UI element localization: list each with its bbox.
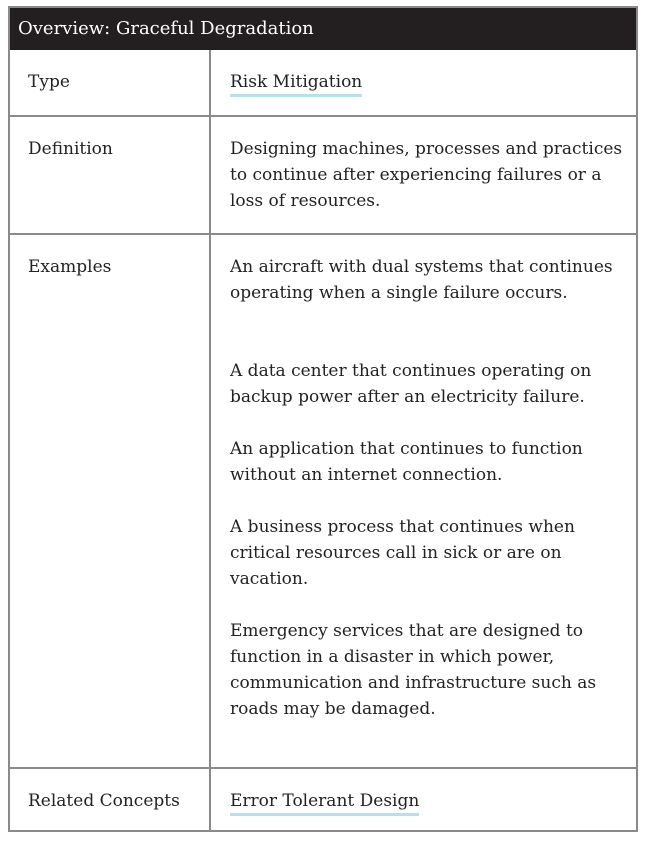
definition-label: Definition [10,116,210,234]
type-label: Type [10,50,210,116]
example-item: A business process that continues when critical resources call in sick or are on vacation. [230,517,575,589]
overview-table [8,6,638,832]
related-concepts-value-cell [210,768,636,832]
example-item: An aircraft with dual systems that continues operating when a single failure occurs. [230,257,613,303]
type-row [10,50,636,116]
error-tolerant-design-link[interactable]: Error Tolerant Design [230,790,419,816]
overview-title: Overview: Graceful Degradation [10,8,636,50]
examples-value-cell [210,234,636,768]
example-item: A data center that continues operating on backup power after an electricity failure. [230,361,592,407]
related-concepts-row [10,768,636,832]
examples-label: Examples [10,234,210,768]
example-item: Emergency services that are designed to function in a disaster in which power, communication and infrastructure such as roads may be damaged. [230,621,597,719]
risk-mitigation-link[interactable]: Risk Mitigation [230,71,362,97]
examples-row [10,234,636,768]
definition-row [10,116,636,234]
overview-grid [10,50,636,832]
related-concepts-label: Related Concepts [10,768,210,832]
definition-value: Designing machines, processes and practices to continue after experiencing failures or a loss of resources. [210,116,636,234]
type-value-cell [210,50,636,116]
example-item: An application that continues to function without an internet connection. [230,439,583,485]
